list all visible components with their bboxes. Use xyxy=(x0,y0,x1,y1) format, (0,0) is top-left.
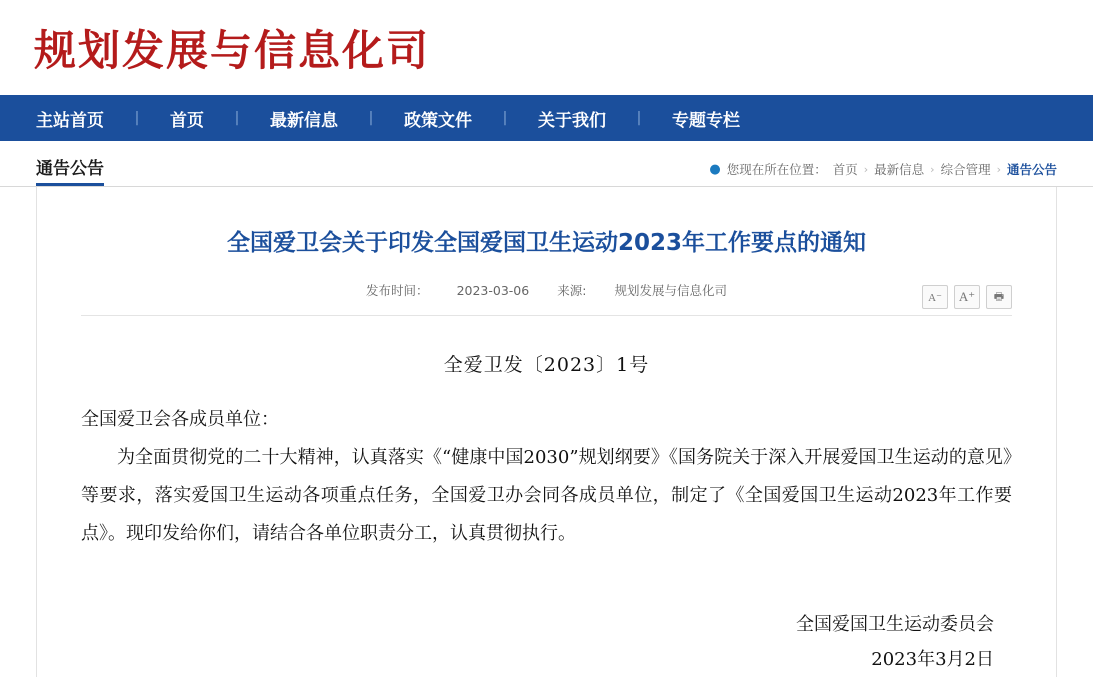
breadcrumb xyxy=(709,160,1057,186)
nav-separator: | xyxy=(234,110,240,126)
article-signature xyxy=(81,608,1012,676)
article-salutation: 全国爱卫会各成员单位： xyxy=(81,409,279,431)
article-paragraph: 为全面贯彻党的二十大精神，认真落实《“健康中国2030”规划纲要》《国务院关于深入开展爱国卫生运动的意见》等要求，落实爱国卫生运动各项重点任务，全国爱卫办会同各成员单位，制定了《全国爱国卫生运动2023年工作要点》。现印发给你们，请结合各单位职责分工，认真贯彻执行。 xyxy=(81,446,1012,544)
section-title: 通告公告 xyxy=(36,161,104,186)
source-value: 规划发展与信息化司 xyxy=(614,283,727,299)
breadcrumb-current: 通告公告 xyxy=(1006,162,1057,177)
page-title: 规划发展与信息化司 xyxy=(34,25,431,75)
print-icon[interactable]: 🖶 xyxy=(986,285,1012,309)
nav-item-home[interactable]: 首页 xyxy=(170,110,204,131)
article-toolbar xyxy=(922,285,1012,309)
source-label: 来源: xyxy=(557,283,587,299)
nav-separator: | xyxy=(134,110,140,126)
site-header xyxy=(0,0,1093,95)
article-container xyxy=(36,187,1057,677)
nav-separator: | xyxy=(636,110,642,126)
nav-separator: | xyxy=(502,110,508,126)
nav-item-latest-news[interactable]: 最新信息 xyxy=(270,110,338,131)
nav-item-main-home[interactable]: 主站首页 xyxy=(36,110,104,131)
breadcrumb-item-general-management[interactable]: 综合管理 xyxy=(940,162,991,177)
font-decrease-button[interactable]: A⁻ xyxy=(922,285,948,309)
breadcrumb-bar xyxy=(0,141,1093,187)
nav-item-about-us[interactable]: 关于我们 xyxy=(538,110,606,131)
location-pin-icon: ● xyxy=(709,161,721,177)
main-navigation xyxy=(0,95,1093,141)
signature-org: 全国爱国卫生运动委员会 xyxy=(796,614,994,636)
breadcrumb-prefix: 您现在所在位置： xyxy=(726,162,827,177)
breadcrumb-separator: › xyxy=(996,162,1001,176)
article-body xyxy=(81,401,1012,552)
nav-item-special-columns[interactable]: 专题专栏 xyxy=(672,110,740,131)
breadcrumb-item-home[interactable]: 首页 xyxy=(832,162,858,177)
breadcrumb-separator: › xyxy=(863,162,869,176)
article-title: 全国爱卫会关于印发全国爱国卫生运动2023年工作要点的通知 xyxy=(226,230,866,256)
font-increase-button[interactable]: A⁺ xyxy=(954,285,980,309)
nav-separator: | xyxy=(368,110,374,126)
publish-date: 2023-03-06 xyxy=(456,282,530,298)
signature-date: 2023年3月2日 xyxy=(871,648,994,670)
breadcrumb-separator: › xyxy=(930,162,935,176)
article-meta xyxy=(81,281,1012,316)
content-wrapper xyxy=(0,187,1093,677)
document-number: 全爱卫发〔2023〕1号 xyxy=(443,354,650,377)
publish-time-label: 发布时间： xyxy=(366,283,429,299)
nav-item-policy-documents[interactable]: 政策文件 xyxy=(404,110,472,131)
breadcrumb-item-latest-news[interactable]: 最新信息 xyxy=(874,162,925,177)
